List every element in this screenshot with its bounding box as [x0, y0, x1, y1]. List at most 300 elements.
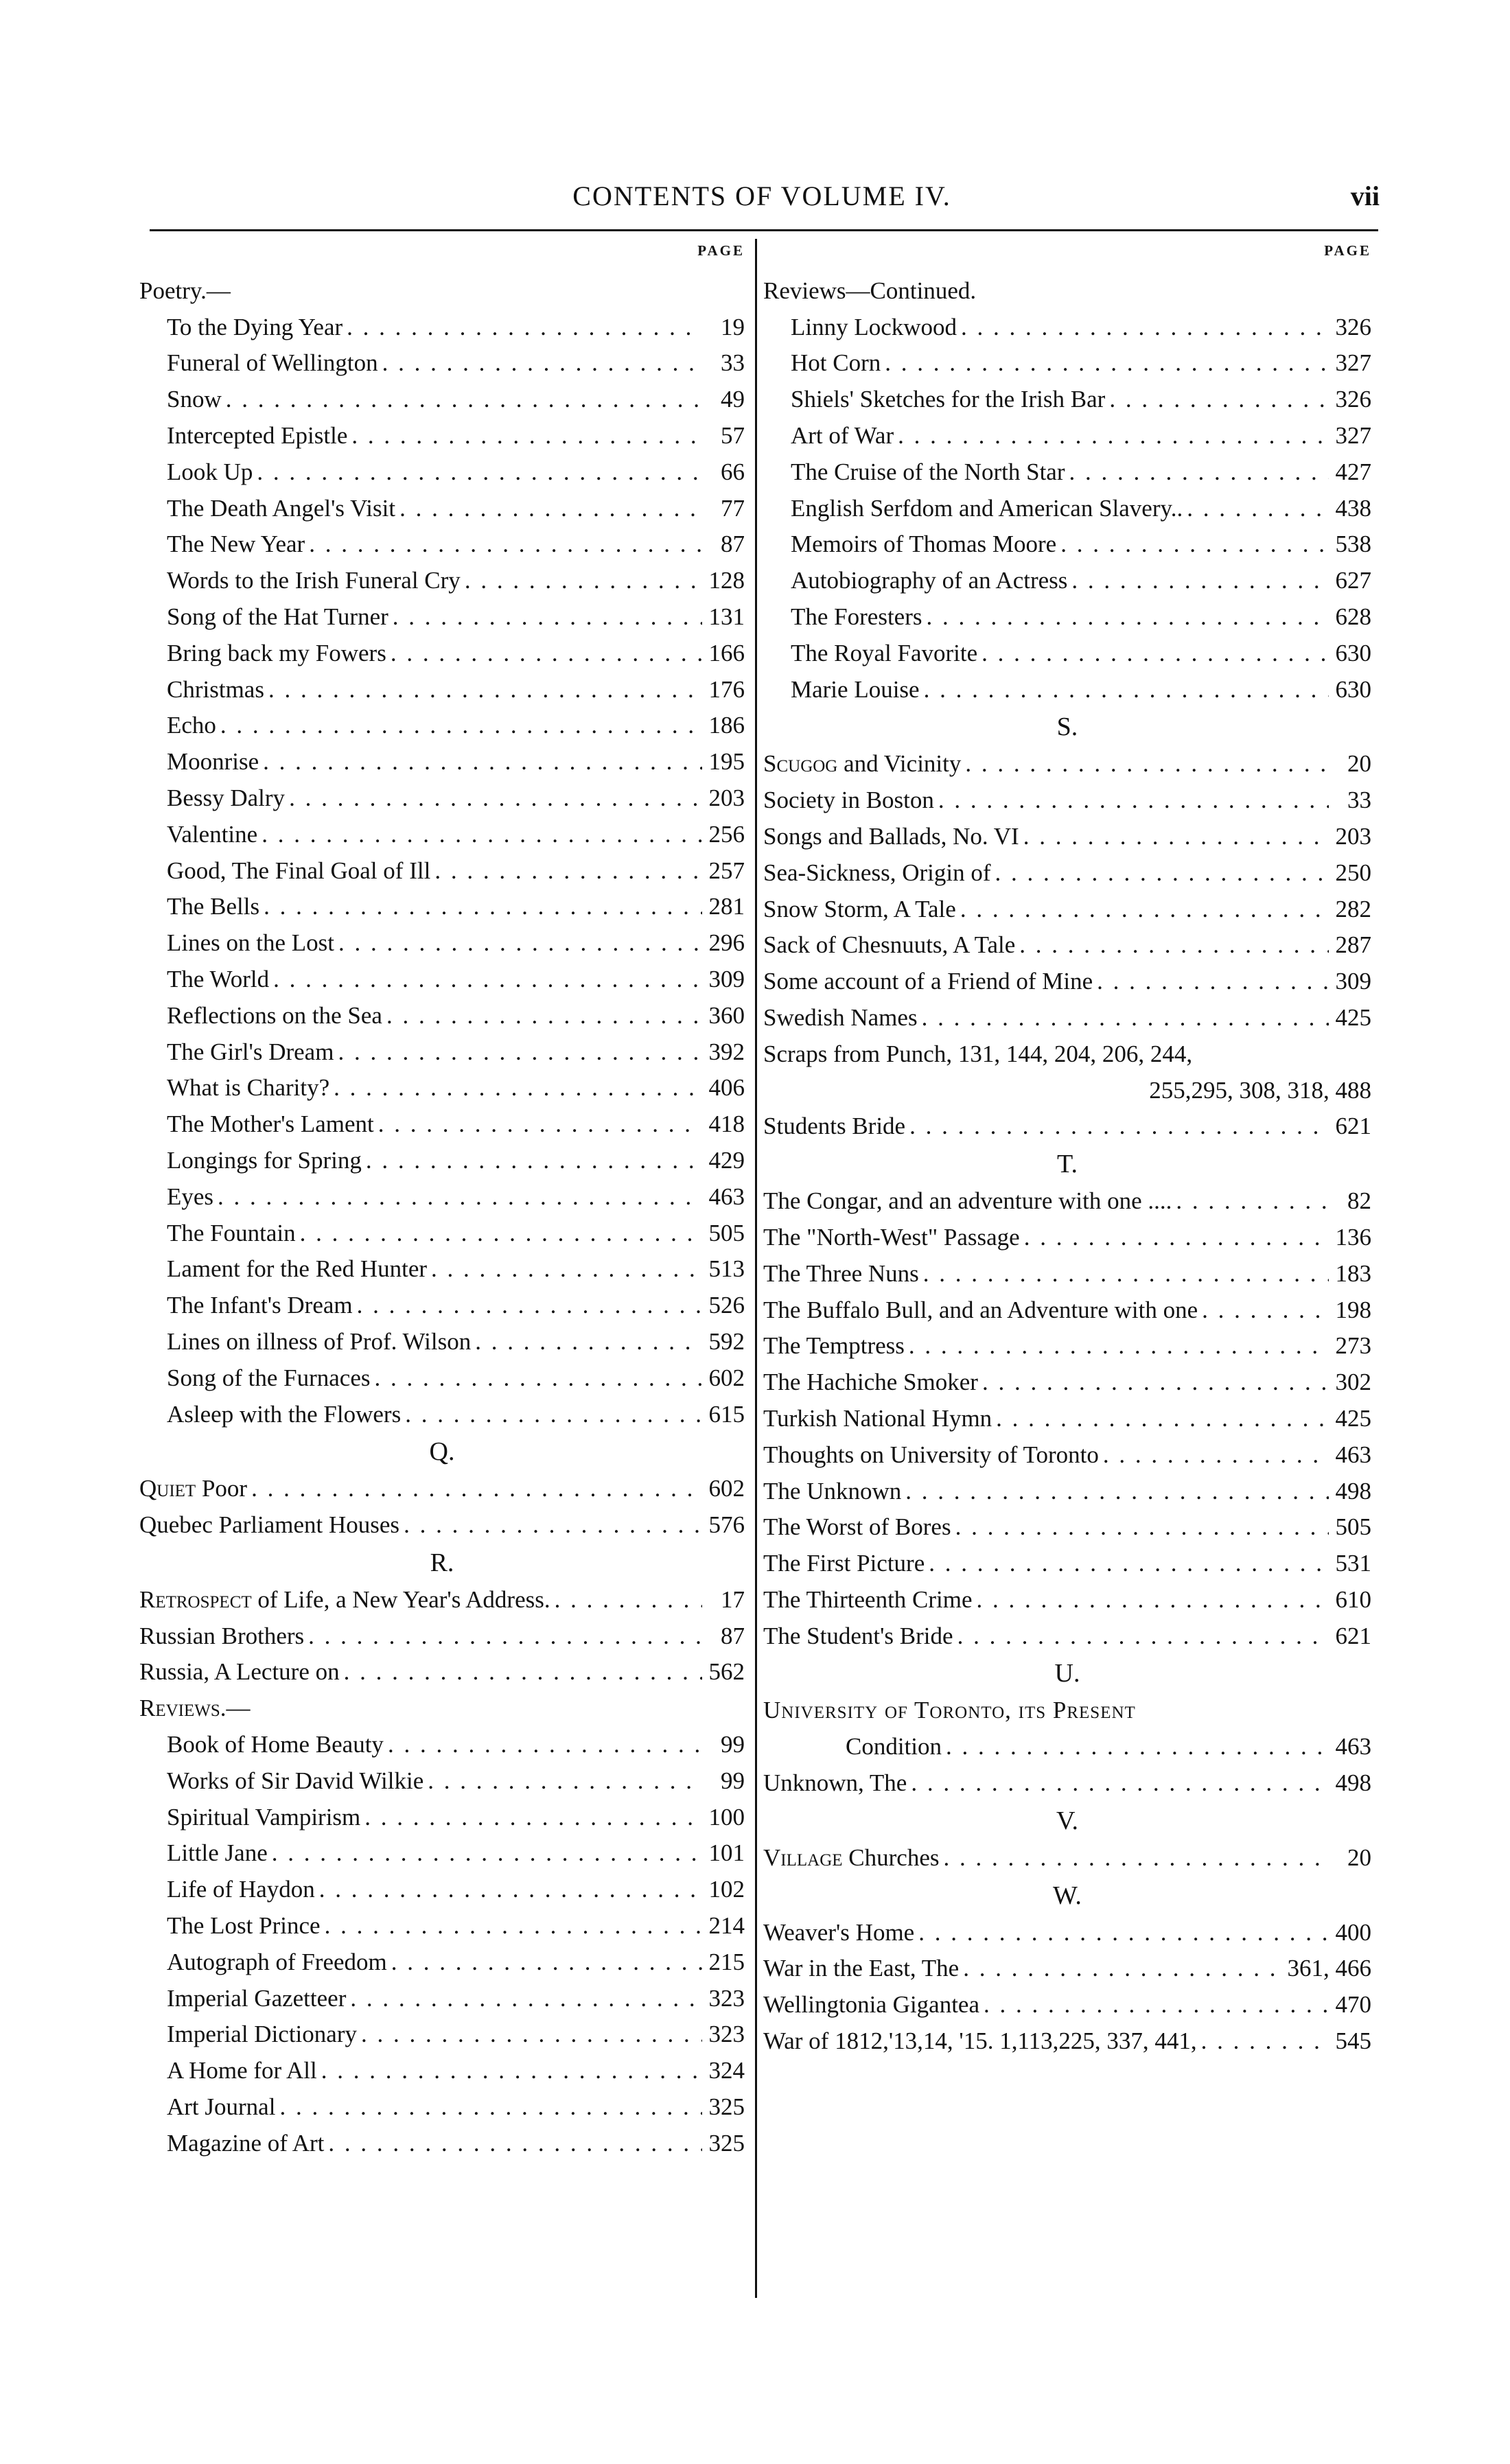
entry-title: Christmas	[167, 675, 264, 703]
dot-leader	[955, 1509, 1329, 1546]
toc-entry	[139, 780, 745, 817]
entry-title: Good, The Final Goal of Ill	[167, 857, 431, 884]
dot-leader	[929, 1546, 1329, 1582]
entry-title: Little Jane	[167, 1839, 268, 1867]
toc-entry-line: Scraps from Punch, 131, 144, 204, 206, 244,	[763, 1040, 1193, 1067]
toc-entry	[139, 1471, 745, 1507]
small-caps-word: University of Toronto, its Present	[763, 1697, 1136, 1724]
entry-page: 281	[708, 893, 745, 920]
dot-leader	[347, 310, 702, 346]
reviews-continued: Reviews—Continued.	[763, 277, 977, 304]
toc-entry	[763, 2023, 1371, 2060]
entry-title: Autograph of Freedom	[167, 1948, 387, 1975]
entry-page: 183	[1335, 1259, 1371, 1287]
entry-title: The World	[167, 965, 270, 992]
entry-title: The Buffalo Bull, and an Adventure with one	[763, 1296, 1198, 1323]
toc-entry	[139, 1360, 745, 1397]
entry-page: 99	[721, 1767, 745, 1794]
toc-entry	[763, 345, 1371, 382]
entry-page: 562	[708, 1658, 745, 1686]
toc-entry	[763, 1437, 1371, 1474]
entry-page: 615	[708, 1400, 745, 1428]
entry-title: The "North-West" Passage	[763, 1223, 1020, 1251]
entry-title: The Thirteenth Crime	[763, 1585, 973, 1613]
entry-page: 20	[1347, 750, 1371, 778]
dot-leader	[357, 1288, 702, 1324]
entry-title: Bessy Dalry	[167, 784, 286, 811]
entry-title: The Foresters	[791, 603, 922, 630]
entry-title: Intercepted Epistle	[167, 421, 348, 449]
entry-page: 427	[1335, 458, 1371, 485]
toc-entry	[763, 454, 1371, 491]
toc-entry	[139, 1324, 745, 1360]
toc-entry	[139, 526, 745, 563]
toc-entry	[763, 1951, 1371, 1987]
entry-title: The Infant's Dream	[167, 1292, 353, 1319]
dot-leader	[388, 1727, 702, 1763]
entry-page: 82	[1347, 1187, 1371, 1215]
entry-page: 66	[721, 458, 745, 485]
toc-entry	[139, 1251, 745, 1288]
dot-leader	[351, 418, 702, 454]
toc-entry	[139, 2089, 745, 2126]
dot-leader	[885, 345, 1329, 382]
dot-leader	[391, 1944, 702, 1981]
entry-title: A Home for All	[167, 2057, 317, 2084]
entry-page: 33	[721, 349, 745, 377]
entry-title: The Worst of Bores	[763, 1513, 951, 1541]
toc-entry	[763, 1000, 1371, 1036]
entry-page: 429	[708, 1146, 745, 1174]
entry-page: 77	[721, 494, 745, 522]
toc-entry	[139, 1179, 745, 1216]
entry-page: 195	[708, 748, 745, 776]
entry-title: Weaver's Home	[763, 1918, 915, 1946]
entry-title: Lament for the Red Hunter	[167, 1255, 428, 1283]
dot-leader	[1103, 1437, 1329, 1474]
entry-page: 17	[721, 1585, 745, 1613]
toc-entry	[763, 819, 1371, 855]
index-letter: U.	[1054, 1659, 1080, 1688]
dot-leader	[977, 1582, 1329, 1618]
dot-leader	[382, 345, 702, 382]
toc-entry	[139, 2016, 745, 2053]
toc-entry-continuation	[763, 1729, 1371, 1765]
toc-entry	[139, 1835, 745, 1872]
dot-leader	[1201, 2023, 1329, 2060]
toc-entry	[139, 744, 745, 780]
toc-entry	[139, 454, 745, 491]
entry-title: Marie Louise	[791, 675, 920, 703]
entry-page: 87	[721, 531, 745, 558]
toc-entry	[763, 1582, 1371, 1618]
index-letter: S.	[1056, 712, 1078, 742]
entry-page: 498	[1335, 1477, 1371, 1504]
dot-leader	[262, 817, 702, 853]
entry-page: 418	[708, 1111, 745, 1138]
index-letter: R.	[430, 1548, 454, 1577]
entry-title: The New Year	[167, 531, 305, 558]
dot-leader	[378, 1106, 702, 1143]
entry-page: 326	[1335, 313, 1371, 340]
entry-page: 361, 466	[1287, 1955, 1371, 1982]
toc-entry	[139, 2126, 745, 2162]
index-letter: Q.	[429, 1437, 455, 1467]
dot-leader	[309, 526, 702, 563]
dot-leader	[393, 599, 702, 636]
entry-page: 128	[708, 567, 745, 594]
dot-leader	[984, 1987, 1329, 2023]
dot-leader	[555, 1582, 702, 1618]
entry-page: 425	[1335, 1404, 1371, 1432]
entry-page: 287	[1335, 931, 1371, 959]
dot-leader	[465, 563, 702, 599]
entry-page: 627	[1335, 567, 1371, 594]
toc-entry	[763, 746, 1371, 782]
entry-title: Memoirs of Thomas Moore	[791, 531, 1057, 558]
toc-entry	[139, 599, 745, 636]
entry-page: 19	[721, 313, 745, 340]
entry-title: Spiritual Vampirism	[167, 1803, 361, 1830]
entry-title: Society in Boston	[763, 787, 934, 814]
dot-leader	[898, 418, 1329, 454]
entry-title: Snow Storm, A Tale	[763, 895, 956, 922]
dot-leader	[334, 1070, 702, 1106]
dot-leader	[909, 1108, 1329, 1145]
entry-page: 215	[708, 1948, 745, 1975]
dot-leader	[995, 855, 1329, 892]
toc-entry	[763, 782, 1371, 819]
dot-leader	[319, 1872, 702, 1908]
dot-leader	[965, 746, 1329, 782]
toc-entry	[139, 1288, 745, 1324]
dot-leader	[922, 1000, 1329, 1036]
toc-entry-continuation	[763, 1073, 1371, 1109]
entry-title: Quiet Poor	[139, 1475, 248, 1502]
entry-page: 538	[1335, 531, 1371, 558]
entry-title: Sack of Chesnuuts, A Tale	[763, 931, 1016, 959]
entry-page: 324	[708, 2057, 745, 2084]
entry-page: 621	[1335, 1622, 1371, 1649]
entry-page: 309	[1335, 968, 1371, 995]
entry-page: 186	[708, 712, 745, 739]
toc-entry	[139, 1981, 745, 2017]
entry-title: Hot Corn	[791, 349, 881, 377]
small-caps-word: Quiet	[139, 1475, 196, 1502]
entry-page: 323	[708, 1984, 745, 2012]
page-column-label: PAGE	[1324, 242, 1371, 259]
toc-entry	[139, 1106, 745, 1143]
dot-leader	[918, 1915, 1329, 1951]
entry-title: Works of Sir David Wilkie	[167, 1767, 424, 1794]
entry-page: 463	[1335, 1733, 1371, 1760]
dot-leader	[386, 998, 702, 1034]
toc-entry	[763, 1292, 1371, 1329]
entry-title: Condition	[846, 1733, 942, 1760]
entry-title: Imperial Dictionary	[167, 2021, 357, 2048]
entry-page: 621	[1335, 1113, 1371, 1140]
entry-title: Book of Home Beauty	[167, 1731, 384, 1758]
entry-page: 282	[1335, 895, 1371, 922]
toc-entry	[763, 1108, 1371, 1145]
toc-entry	[139, 817, 745, 853]
dot-leader	[350, 1981, 702, 2017]
dot-leader	[1202, 1292, 1329, 1329]
index-letter: W.	[1053, 1881, 1082, 1910]
entry-title: The Temptress	[763, 1332, 905, 1360]
dot-leader	[404, 1507, 702, 1544]
entry-page: 325	[708, 2129, 745, 2157]
entry-page: 630	[1335, 639, 1371, 666]
dot-leader	[924, 672, 1329, 708]
toc-entry	[763, 1546, 1371, 1582]
toc-entry	[139, 1800, 745, 1836]
dot-leader	[961, 310, 1329, 346]
entry-title: Turkish National Hymn	[763, 1404, 992, 1432]
toc-entry	[139, 1070, 745, 1106]
toc-entry	[763, 382, 1371, 418]
dot-leader	[344, 1654, 702, 1690]
entry-title: Life of Haydon	[167, 1876, 315, 1903]
toc-entry	[763, 927, 1371, 964]
entry-title: War of 1812,'13,14, '15. 1,113,225, 337, 441,	[763, 2027, 1197, 2055]
entry-title: Art Journal	[167, 2093, 276, 2121]
dot-leader	[391, 636, 702, 672]
entry-title: Lines on illness of Prof. Wilson	[167, 1327, 472, 1355]
entry-page: 87	[721, 1622, 745, 1649]
toc-entry	[763, 1509, 1371, 1546]
entry-title: The Royal Favorite	[791, 639, 978, 666]
dot-leader	[1023, 819, 1329, 855]
entry-page: 488	[1335, 1076, 1371, 1104]
entry-page: 513	[708, 1255, 745, 1283]
toc-entry	[763, 491, 1371, 527]
entry-page: 57	[721, 421, 745, 449]
dot-leader	[338, 1034, 702, 1071]
dot-leader	[405, 1397, 702, 1433]
toc-entry	[763, 310, 1371, 346]
entry-title: To the Dying Year	[167, 313, 343, 340]
right-column	[763, 237, 1371, 2060]
entry-title: Autobiography of an Actress	[791, 567, 1068, 594]
section-heading	[763, 273, 1371, 310]
entry-title: Moonrise	[167, 748, 259, 776]
entry-title: Words to the Irish Funeral Cry	[167, 567, 461, 594]
toc-entry	[763, 636, 1371, 672]
toc-entry	[139, 925, 745, 962]
dot-leader	[926, 599, 1329, 636]
toc-entry	[139, 1216, 745, 1252]
small-caps-word: Village	[763, 1844, 843, 1871]
toc-entry	[139, 1944, 745, 1981]
entry-title: What is Charity?	[167, 1074, 330, 1102]
toc-entry	[139, 1908, 745, 1944]
dot-leader	[263, 744, 702, 780]
entry-title: Some account of a Friend of Mine	[763, 968, 1093, 995]
toc-entry	[139, 1034, 745, 1071]
dot-leader	[366, 1143, 702, 1179]
entry-page: 131	[708, 603, 745, 630]
entry-page: 463	[1335, 1441, 1371, 1468]
toc-entry	[139, 672, 745, 708]
entry-page: 203	[1335, 822, 1371, 850]
toc-entry	[763, 1401, 1371, 1437]
entry-title: Song of the Hat Turner	[167, 603, 388, 630]
entry-title: Sea-Sickness, Origin of	[763, 859, 991, 886]
entry-page: 203	[708, 784, 745, 811]
toc-entry	[763, 526, 1371, 563]
toc-entry	[139, 998, 745, 1034]
toc-entry	[139, 310, 745, 346]
left-column	[139, 237, 745, 2162]
toc-entry	[763, 1840, 1371, 1876]
toc-entry	[763, 563, 1371, 599]
entry-title: Quebec Parliament Houses	[139, 1511, 400, 1539]
dot-leader	[218, 1179, 702, 1216]
entry-page: 545	[1335, 2027, 1371, 2055]
entry-page: 531	[1335, 1550, 1371, 1577]
entry-page: 20	[1347, 1844, 1371, 1871]
entry-title: War in the East, The	[763, 1955, 960, 1982]
entry-page: 505	[708, 1219, 745, 1246]
toc-entry	[763, 1618, 1371, 1655]
toc-entry	[139, 418, 745, 454]
entry-title: Scugog and Vicinity	[763, 750, 962, 778]
dot-leader	[1024, 1220, 1329, 1256]
dot-leader	[1071, 563, 1329, 599]
entry-page: 136	[1335, 1223, 1371, 1251]
entry-page: 99	[721, 1731, 745, 1758]
entry-page: 592	[708, 1327, 745, 1355]
toc-entry	[139, 636, 745, 672]
toc-entry	[139, 1143, 745, 1179]
entry-page: 406	[708, 1074, 745, 1102]
dot-leader	[957, 1618, 1329, 1655]
dot-leader	[289, 780, 702, 817]
entry-title: The Congar, and an adventure with one ....	[763, 1187, 1172, 1215]
entry-title: English Serfdom and American Slavery..	[791, 494, 1183, 522]
entry-title: The Lost Prince	[167, 1912, 321, 1940]
dot-leader	[273, 962, 702, 998]
entry-title: Song of the Furnaces	[167, 1364, 371, 1391]
toc-entry	[139, 1507, 745, 1544]
entry-page: 610	[1335, 1585, 1371, 1613]
entry-title: The First Picture	[763, 1550, 925, 1577]
dot-leader	[251, 1471, 702, 1507]
entry-title: The Cruise of the North Star	[791, 458, 1065, 485]
entry-title: Unknown, The	[763, 1769, 907, 1797]
dot-leader	[905, 1474, 1329, 1510]
toc-entry	[139, 2053, 745, 2089]
section-heading	[139, 1690, 745, 1727]
dot-leader	[428, 1763, 702, 1800]
entry-title: Wellingtonia Gigantea	[763, 1991, 979, 2019]
entry-page: 602	[708, 1475, 745, 1502]
dot-leader	[328, 2126, 702, 2162]
entry-title: The Fountain	[167, 1219, 296, 1246]
entry-page: 101	[708, 1839, 745, 1867]
entry-page: 214	[708, 1912, 745, 1940]
entry-title: Students Bride	[763, 1113, 906, 1140]
dot-leader	[257, 454, 702, 491]
dot-leader	[938, 782, 1329, 819]
toc-entry	[139, 1654, 745, 1690]
small-caps-word: Retrospect	[139, 1585, 252, 1613]
entry-page: 250	[1335, 859, 1371, 886]
entry-title: Bring back my Fowers	[167, 639, 386, 666]
entry-title: The Death Angel's Visit	[167, 494, 396, 522]
toc-entry	[763, 964, 1371, 1000]
entry-page: 425	[1335, 1003, 1371, 1031]
dot-leader	[1069, 454, 1329, 491]
column-divider	[755, 239, 757, 2298]
dot-leader	[325, 1908, 702, 1944]
entry-page: 49	[721, 386, 745, 413]
entry-title: Reflections on the Sea	[167, 1001, 382, 1029]
entry-page: 326	[1335, 386, 1371, 413]
entry-title: Russia, A Lecture on	[139, 1658, 340, 1686]
entry-page: 302	[1335, 1369, 1371, 1396]
entry-title: Swedish Names	[763, 1003, 918, 1031]
entry-title: The Mother's Lament	[167, 1111, 374, 1138]
dot-leader	[1060, 526, 1329, 563]
entry-page: 628	[1335, 603, 1371, 630]
entry-title: Lines on the Lost	[167, 929, 334, 957]
entry-title: Village Churches	[763, 1844, 940, 1871]
page-number: vii	[1350, 181, 1380, 211]
toc-entry	[763, 892, 1371, 928]
dot-leader	[1176, 1183, 1329, 1220]
dot-leader	[1187, 491, 1329, 527]
entry-title: Echo	[167, 712, 216, 739]
toc-entry	[139, 1872, 745, 1908]
dot-leader	[1019, 927, 1329, 964]
entry-page: 630	[1335, 675, 1371, 703]
toc-entry	[763, 599, 1371, 636]
toc-entry	[763, 1474, 1371, 1510]
entry-title: Snow	[167, 386, 222, 413]
entry-page: 273	[1335, 1332, 1371, 1360]
entry-page: 176	[708, 675, 745, 703]
dot-leader	[960, 892, 1329, 928]
toc-entry	[139, 382, 745, 418]
toc-entry	[139, 491, 745, 527]
toc-entry	[763, 855, 1371, 892]
dot-leader	[268, 672, 702, 708]
toc-entry	[763, 1328, 1371, 1364]
entry-page: 296	[708, 929, 745, 957]
dot-leader	[923, 1256, 1329, 1292]
toc-entry	[139, 1618, 745, 1655]
entry-page: 100	[708, 1803, 745, 1830]
entry-page: 257	[708, 857, 745, 884]
toc-entry	[139, 1582, 745, 1618]
dot-leader	[982, 636, 1329, 672]
toc-entry	[763, 1364, 1371, 1401]
entry-page: 360	[708, 1001, 745, 1029]
dot-leader	[272, 1835, 702, 1872]
toc-entry	[139, 962, 745, 998]
entry-title: Asleep with the Flowers	[167, 1400, 402, 1428]
toc-entry	[763, 1256, 1371, 1292]
entry-title: Thoughts on University of Toronto	[763, 1441, 1099, 1468]
entry-page: 498	[1335, 1769, 1371, 1797]
dot-leader	[909, 1328, 1329, 1364]
entry-title: Longings for Spring	[167, 1146, 362, 1174]
toc-entry	[763, 1765, 1371, 1802]
entry-page: 166	[708, 639, 745, 666]
dot-leader	[996, 1401, 1329, 1437]
